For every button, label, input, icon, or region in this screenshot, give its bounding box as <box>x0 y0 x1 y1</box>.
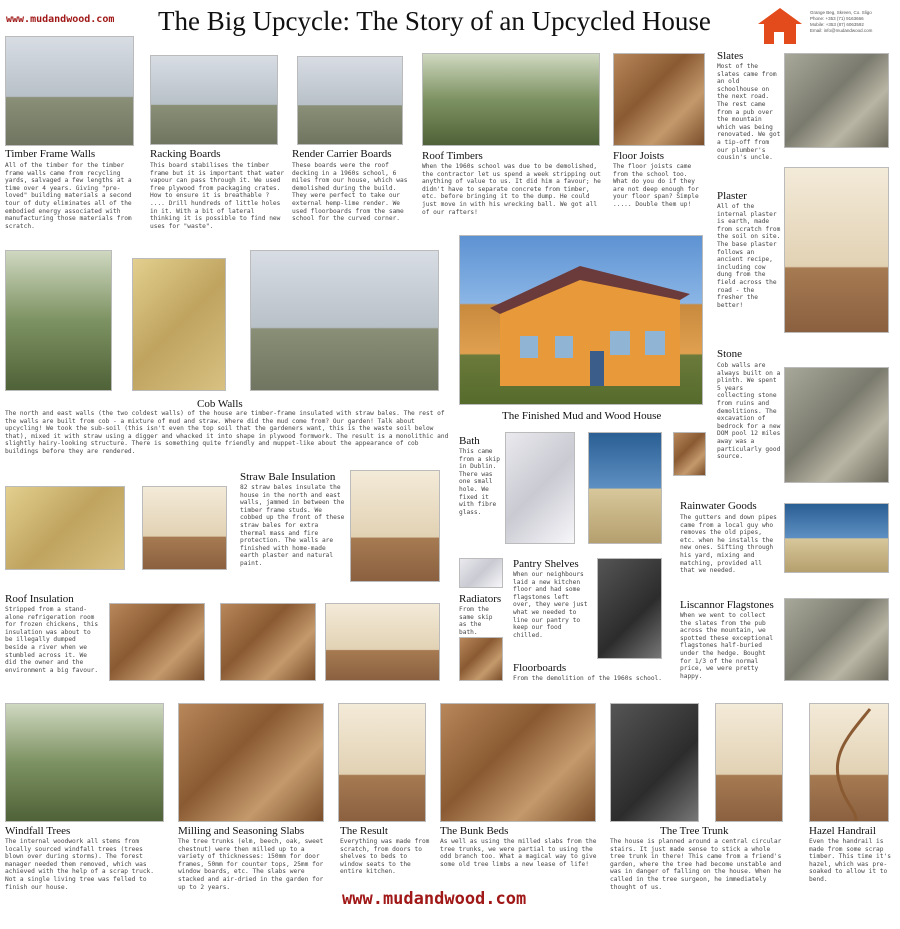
tree-trunk-text: The house is planned around a central circular stairs. It just made sense to stick a whole tree trunk in there! This came from a friend's garden, where the tree had become unstable and was in danger of falling on the house. When he called in the tree surgeon, he immediately thought of us. <box>610 838 782 891</box>
straw-title: Straw Bale Insulation <box>240 471 336 483</box>
liscannor-text: When we went to collect the slates from the pub across the mountain, we spotted these exceptional flagstones half-buried under the hedge. Bought for 1/3 of the normal price, we were pretty happy. <box>680 612 774 680</box>
photo-hazel <box>809 703 889 822</box>
plaster-title: Plaster <box>717 190 747 202</box>
photo-plaster <box>784 167 889 333</box>
photo-insulation-3 <box>325 603 440 681</box>
contact-mobile: Mobile: +353 (87) 6063592 <box>810 22 864 27</box>
liscannor-title: Liscannor Flagstones <box>680 599 774 611</box>
photo-straw-room <box>350 470 440 582</box>
photo-tap <box>673 432 706 476</box>
photo-straw-interior <box>142 486 227 570</box>
photo-tree-trunk-1 <box>610 703 699 822</box>
contact-block <box>810 10 898 34</box>
timber-frame-text: All of the timber for the timber frame walls came from recycling yards, salvaged a few lengths at a time over 4 years. Giving "pre-loved" building materials a second tour of duty eliminates all of the embodied energy associated with manufacturing those materials from scratch. <box>5 162 132 230</box>
racking-text: This board stabilises the timber frame but it is important that water vapour can pass through it. We used free plywood from packaging crates. How to ensure it is breathable ? .... Drill hundreds of little holes in it. With a bit of lateral thinking it is possible to find new uses for "waste". <box>150 162 285 230</box>
photo-roof-timbers <box>422 53 600 146</box>
bath-title: Bath <box>459 435 480 447</box>
photo-bathroom <box>588 432 662 544</box>
photo-cob-formwork <box>132 258 226 391</box>
milling-title: Milling and Seasoning Slabs <box>178 825 305 837</box>
pantry-title: Pantry Shelves <box>513 558 579 570</box>
plaster-text: All of the internal plaster is earth, made from scratch from the soil on site. The base plaster follows an ancient recipe, including cow dung from the field across the road - the fresher the better! <box>717 203 781 309</box>
hazel-text: Even the handrail is made from some scrap timber. This time it's hazel, which was pre-soaked to allow it to bend. <box>809 838 891 883</box>
radiators-text: From the same skip as the bath. <box>459 606 493 636</box>
windfall-text: The internal woodwork all stems from locally sourced windfall trees (trees blown over during storms). The forest manager needed them removed, which was achieved with the help of a scrap truck. Not a single living tree was felled to finish our house. <box>5 838 155 891</box>
photo-straw-bales <box>5 486 125 570</box>
straw-text: 82 straw bales insulate the house in the north and east walls, jammed in between the timber frame studs. We cobbed up the front of these straw bales for extra thermal mass and fire protection. The walls are finished with home-made earth plaster and natural paint. <box>240 484 345 567</box>
photo-rainwater <box>784 503 889 573</box>
roof-insulation-text: Stripped from a stand-alone refrigeration room for frozen chickens, this insulation was about to be illegally dumped beside a river when we stumbled across it. We did the owner and the environment a big favour. <box>5 606 99 674</box>
bunk-text: As well as using the milled slabs from the tree trunks, we were partial to using the odd branch too. What a magical way to give some old tree limbs a new lease of life! <box>440 838 597 868</box>
house-logo-icon <box>756 6 804 46</box>
page-title: The Big Upcycle: The Story of an Upcycled House <box>158 6 711 36</box>
racking-title: Racking Boards <box>150 148 221 160</box>
photo-cob-walls <box>250 250 439 391</box>
finished-house-title: The Finished Mud and Wood House <box>502 410 662 422</box>
cob-text: The north and east walls (the two coldest walls) of the house are timber-frame insulated with straw bales. The rest of the walls are built from cob - a mixture of mud and straw. Where did the mud come from? Our garden! Talk about upcycling! We took the sub-soil (this isn't even the top soil that the gardeners want, this is the waste soil below that), mixed it with straw using a digger and whacked it into shape in plywood formwork. The result is a monolithic and slightly hairy-looking structure. There is something quite friendly and muppet-like about the appearance of cob buildings before they are rendered. <box>5 410 449 455</box>
photo-digger <box>5 250 112 391</box>
photo-windfall <box>5 703 164 822</box>
floor-joists-text: The floor joists came from the school too. What do you do if they are not deep enough for your floor span? Simple ..... Double them up! <box>613 163 699 208</box>
stone-title: Stone <box>717 348 743 360</box>
slates-text: Most of the slates came from an old schoolhouse on the next road. The rest came from a pub over the mountain which was being renovated. We got a tip-off from our plumber's cousin's uncle. <box>717 63 781 162</box>
hazel-handrail-illustration <box>810 704 889 822</box>
photo-stone <box>784 367 889 483</box>
pantry-text: When our neighbours laid a new kitchen floor and had some flagstones left over, they were just what we needed to line our pantry to keep our food chilled. <box>513 571 588 639</box>
render-text: These boards were the roof decking in a 1960s school, 6 miles from our house, which was demolished during the build. They were perfect to take our external hemp-lime render. We used floorboards from the same school for the curved corner. <box>292 162 408 223</box>
cob-title: Cob Walls <box>197 398 243 410</box>
rainwater-text: The gutters and down pipes came from a local guy who removes the old pipes, etc. when he installs the new ones. Sifting through his yard, mixing and matching, provided all that we needed. <box>680 514 777 575</box>
photo-render-boards <box>297 56 403 145</box>
rainwater-title: Rainwater Goods <box>680 500 757 512</box>
windfall-title: Windfall Trees <box>5 825 71 837</box>
contact-email[interactable]: Email: info@mudandwood.com <box>810 28 873 33</box>
radiators-title: Radiators <box>459 593 502 605</box>
timber-frame-title: Timber Frame Walls <box>5 148 96 160</box>
stone-text: Cob walls are always built on a plinth. We spent 5 years collecting stone from ruins and demolitions. The excavation of bedrock for a new DOM pool 12 miles away was a particularly good source. <box>717 362 781 461</box>
contact-address: Grange Beg, Skreen, Co. Sligo <box>810 10 872 15</box>
photo-radiator <box>459 558 503 588</box>
photo-bath <box>505 432 575 544</box>
photo-slates <box>784 53 889 148</box>
photo-timber-frame <box>5 36 134 146</box>
slates-title: Slates <box>717 50 744 62</box>
photo-flagstones <box>784 598 889 681</box>
result-text: Everything was made from scratch, from doors to shelves to beds to window seats to the entire kitchen. <box>340 838 430 876</box>
tree-trunk-title: The Tree Trunk <box>660 825 729 837</box>
hazel-title: Hazel Handrail <box>809 825 876 837</box>
roof-insulation-title: Roof Insulation <box>5 593 74 605</box>
floorboards-title: Floorboards <box>513 662 567 674</box>
contact-phone: Phone: +353 (71) 9163666 <box>810 16 864 21</box>
photo-pantry <box>597 558 662 659</box>
roof-timbers-title: Roof Timbers <box>422 150 483 162</box>
photo-bunk-beds <box>440 703 596 822</box>
photo-insulation-2 <box>220 603 316 681</box>
photo-milling <box>178 703 324 822</box>
bunk-title: The Bunk Beds <box>440 825 509 837</box>
footer-url[interactable]: www.mudandwood.com <box>342 889 527 909</box>
logo <box>756 6 804 46</box>
photo-finished-house <box>459 235 703 405</box>
photo-floor-joists <box>613 53 705 146</box>
photo-tree-trunk-2 <box>715 703 783 822</box>
bath-text: This came from a skip in Dublin. There was one small hole. We fixed it with fibre glass. <box>459 448 500 516</box>
roof-timbers-text: When the 1960s school was due to be demolished, the contractor let us spend a week stripping out anything of value to us. It did him a favour; he didn't have to separate concrete from timber, etc. before bringing it to the dump. He could just move in with his wrecking ball. We got all of our rafters! <box>422 163 601 216</box>
finished-house-illustration <box>460 236 703 405</box>
result-title: The Result <box>340 825 388 837</box>
header-url[interactable]: www.mudandwood.com <box>6 14 115 25</box>
photo-racking-boards <box>150 55 278 145</box>
floor-joists-title: Floor Joists <box>613 150 665 162</box>
photo-result <box>338 703 426 822</box>
milling-text: The tree trunks (elm, beech, oak, sweet chestnut) were then milled up to a variety of thicknesses: 150mm for door frames, 50mm for counter tops, 25mm for window boards, etc. The slabs were stacked and air-dried in the garden for up to 2 years. <box>178 838 324 891</box>
floorboards-text: From the demolition of the 1960s school. <box>513 675 663 682</box>
photo-insulation-1 <box>109 603 205 681</box>
render-title: Render Carrier Boards <box>292 148 392 160</box>
photo-floorboards <box>459 637 503 681</box>
